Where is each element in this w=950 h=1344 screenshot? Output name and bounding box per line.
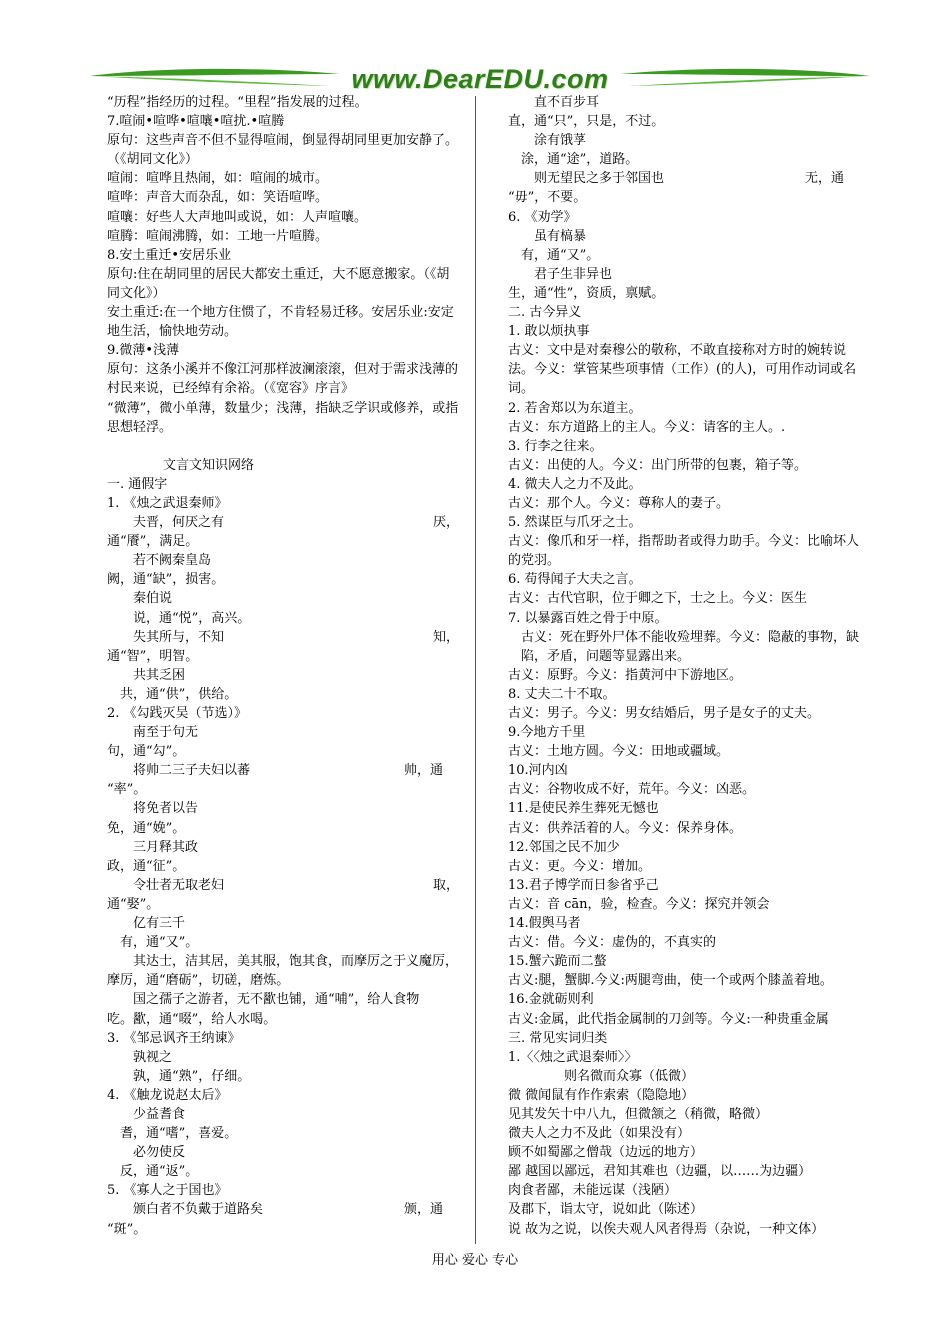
line-text: 令壮者无取老妇: [133, 877, 225, 893]
text-line: 古义：谷物收成不好，荒年。今义：凶恶。: [508, 782, 756, 798]
text-line: 及郡下，诣太守，说如此（陈述）: [508, 1202, 704, 1218]
line-tail: 知，: [432, 629, 459, 645]
text-line: 3. 行李之往来。: [508, 438, 603, 454]
text-line: 6. 《劝学》: [508, 209, 577, 225]
text-line: 三月释其政: [133, 839, 199, 855]
text-line: 生，通“性”，资质，禀赋。: [508, 285, 665, 301]
text-line: 喧闹：喧哗且热闹，如：喧闹的城市。: [107, 171, 329, 187]
text-line: 若不阙秦皇岛: [133, 553, 212, 569]
text-line: [107, 761, 459, 780]
text-line: 8. 丈夫二十不取。: [508, 686, 616, 702]
text-line: 共，通“供”，供给。: [120, 686, 238, 702]
line-tail: 帅，通: [403, 763, 443, 779]
page-footer: 用心 爱心 专心: [431, 1253, 519, 1268]
text-line: 通“智”，明智。: [107, 648, 199, 664]
left-column: [107, 93, 459, 1239]
line-text: 则无望民之多于邻国也: [534, 171, 665, 187]
text-line: 5. 《寡人之于国也》: [107, 1183, 228, 1199]
text-line: 8.安土重迁•安居乐业: [107, 247, 232, 263]
text-line: 共其乏困: [133, 667, 186, 683]
text-line: 喧腾：喧闹沸腾，如：工地一片喧腾。: [107, 228, 329, 244]
text-line: 13.君子博学而日参省乎己: [508, 877, 659, 893]
site-logo-text: www.DearEDU.com: [351, 64, 609, 94]
text-line: 古义：供养活着的人。今义：保养身体。: [508, 820, 743, 836]
text-line: “斑”。: [107, 1221, 147, 1237]
text-line: 古义：音 cān，验，检查。今义：探究并领会: [508, 896, 770, 912]
line-text: 夫晋，何厌之有: [133, 515, 225, 531]
text-line: 古义：东方道路上的主人。今义：请客的主人。.: [508, 419, 786, 435]
text-line: 顾不如蜀鄙之僧哉（边远的地方）: [508, 1145, 704, 1161]
text-line: 通“娶”。: [107, 896, 160, 912]
text-line: 有，通“又”。: [521, 247, 600, 263]
text-line: “率”。: [107, 782, 147, 798]
text-line: 古义：古代官职，位于卿之下，士之上。今义：医生: [508, 591, 808, 607]
text-line: 直，通“只”，只是，不过。: [508, 114, 665, 130]
text-line: 摩厉，通“磨砺”，切磋，磨炼。: [107, 973, 290, 989]
text-line: 将免者以告: [133, 801, 199, 817]
text-line: 7.喧闹•喧哗•喧嚷•喧扰.•喧腾: [107, 114, 285, 130]
text-line: 古义：像爪和牙一样，指帮助者或得力助手。今义：比喻坏人的党羽。: [508, 534, 860, 569]
text-line: 孰，通“熟”，仔细。: [133, 1068, 251, 1084]
text-line: 亿有三千: [133, 916, 186, 932]
text-line: 通“餍”，满足。: [107, 534, 199, 550]
line-text: 失其所与，不知: [133, 629, 225, 645]
column-divider: [475, 96, 476, 1244]
text-line: 涂，通“途”，道路。: [521, 152, 639, 168]
text-line: 国之孺子之游者，无不歠也铺，通“哺”，给人食物: [133, 992, 420, 1008]
line-text: 将帅二三子夫妇以蕃: [133, 763, 251, 779]
line-tail: 无，通: [804, 171, 844, 187]
text-line: 微 微闻鼠有作作索索（隐隐地）: [508, 1087, 695, 1103]
line-text: 颁白者不负戴于道路矣: [133, 1202, 264, 1218]
text-line: “毋”，不要。: [508, 190, 587, 206]
text-line: [107, 513, 459, 532]
text-line: 古义:腿，蟹脚.今义:两腿弯曲，使一个或两个膝盖着地。: [508, 973, 833, 989]
text-line: 12.邻国之民不加少: [508, 839, 620, 855]
text-line: 1. 敢以烦执事: [508, 324, 590, 340]
text-line: 三. 常见实词归类: [508, 1030, 608, 1046]
line-tail: 厌，: [432, 515, 459, 531]
text-line: 古义：那个人。今义：尊称人的妻子。: [508, 495, 730, 511]
text-line: 阙，通“缺”，损害。: [107, 572, 225, 588]
text-line: 15.蟹六跪而二螯: [508, 954, 607, 970]
text-line: 4. 《触龙说赵太后》: [107, 1087, 228, 1103]
text-line: 说 故为之说，以俟夫观人风者得焉（杂说，一种文体）: [508, 1221, 825, 1237]
text-line: 有，通“又”。: [120, 935, 199, 951]
text-line: 鄙 越国以鄙远，君知其难也（边疆，以……为边疆）: [508, 1164, 812, 1180]
text-line: 古义：原野。今义：指黄河中下游地区。: [508, 667, 743, 683]
text-line: 原句：这些声音不但不显得喧闹，倒显得胡同里更加安静了。（《胡同文化》）: [107, 133, 459, 168]
text-line: 孰视之: [133, 1049, 173, 1065]
line-tail: 取，: [432, 877, 459, 893]
text-line: 必勿使反: [133, 1145, 186, 1161]
text-line: 喧哗：声音大而杂乱，如：笑语喧哗。: [107, 190, 329, 206]
text-line: 耆，通“嗜”，喜爱。: [120, 1126, 238, 1142]
text-line: 其达士，洁其居，美其服，饱其食，而摩厉之于义魔厉，: [133, 954, 459, 970]
text-line: 7. 以暴露百姓之骨于中原。: [508, 610, 668, 626]
text-line: 说，通“悦”，高兴。: [133, 610, 251, 626]
line-tail: 颁，通: [403, 1202, 443, 1218]
text-line: 2. 若舍郑以为东道主。: [508, 400, 642, 416]
text-line: 二. 古今异义: [508, 305, 582, 321]
text-line: 1.〈〈烛之武退秦师〉〉: [508, 1049, 638, 1065]
text-line: 古义：借。今义：虚伪的，不真实的: [508, 935, 717, 951]
text-line: 文言文知识网络: [163, 457, 255, 473]
text-line: 见其发矢十中八九，但微颔之（稍微，略微）: [508, 1106, 769, 1122]
text-line: 原句：这条小溪并不像江河那样波澜滚滚，但对于需求浅薄的村民来说，已经绰有余裕。（《宽容》序言》: [107, 362, 459, 397]
text-line: 原句:住在胡同里的居民大都安土重迁，大不愿意搬家。（《胡同文化》）: [107, 266, 450, 301]
text-line: 4. 微夫人之力不及此。: [508, 476, 642, 492]
text-line: [107, 628, 459, 647]
text-line: 古义：出使的人。今义：出门所带的包裹，箱子等。: [508, 457, 808, 473]
text-line: [107, 876, 459, 895]
text-line: 直不百步耳: [534, 95, 600, 110]
text-line: 古义:金属，此代指金属制的刀剑等。今义:一种贵重金属: [508, 1011, 829, 1027]
text-line: 喧嚷：好些人大声地叫或说，如：人声喧嚷。: [107, 209, 368, 225]
text-line: 古义：更。今义：增加。: [508, 858, 652, 874]
text-line: 1. 《烛之武退秦师》: [107, 495, 228, 511]
right-column: [508, 93, 860, 1239]
text-line: 句，通“勾”。: [107, 744, 186, 760]
text-line: 少益耆食: [133, 1106, 186, 1122]
text-line: “微薄”，微小单薄，数量少；浅薄，指缺乏学识或修养，或指思想轻浮。: [107, 400, 459, 435]
text-line: [508, 169, 860, 188]
text-line: 10.河内凶: [508, 763, 568, 779]
text-line: 9.今地方千里: [508, 725, 586, 741]
text-line: 南至于句无: [133, 725, 199, 741]
text-line: 君子生非异也: [534, 266, 613, 282]
text-line: 11.是使民养生葬死无憾也: [508, 801, 659, 817]
text-line: 安土重迁:在一个地方住惯了，不肯轻易迁移。安居乐业:安定地生活，愉快地劳动。: [107, 305, 454, 340]
text-line: 免，通“娩”。: [107, 820, 186, 836]
text-line: 秦伯说: [133, 591, 173, 607]
text-line: [107, 437, 459, 456]
text-line: 16.金就砺则利: [508, 992, 594, 1008]
text-line: 反，通“返”。: [120, 1164, 199, 1180]
text-line: 肉食者鄙，未能远谋（浅陋）: [508, 1183, 678, 1199]
text-line: 虽有槁暴: [534, 228, 587, 244]
text-line: 14.假舆马者: [508, 916, 581, 932]
text-line: 6. 苟得闻子大夫之言。: [508, 572, 642, 588]
text-line: “历程”指经历的过程。“里程”指发展的过程。: [107, 95, 368, 110]
text-line: 古义：男子。今义：男女结婚后，男子是女子的丈夫。: [508, 706, 821, 721]
text-line: 吃。歠，通“啜”，给人水喝。: [107, 1011, 277, 1027]
text-line: 一. 通假字: [107, 476, 168, 492]
text-line: 政，通“征”。: [107, 858, 186, 874]
text-line: 古义：土地方圆。今义：田地或疆域。: [508, 744, 730, 760]
text-line: 5. 然谋臣与爪牙之士。: [508, 515, 642, 531]
text-line: 微夫人之力不及此（如果没有）: [508, 1126, 691, 1142]
text-line: 古义：死在野外尸体不能收殓埋葬。今义：隐蔽的事物，缺陷，矛盾，问题等显露出来。: [521, 629, 860, 664]
text-line: 9.微薄•浅薄: [107, 343, 180, 359]
text-line: 2. 《勾践灭吴（节选）》: [107, 706, 248, 721]
text-line: 古义：文中是对秦穆公的敬称，不敢直接称对方时的婉转说法。今义：掌管某些项事情（工作）(的人)，可用作动词或名词。: [508, 343, 857, 397]
text-line: 涂有饿莩: [534, 133, 587, 149]
text-line: 则名微而众寡（低微）: [564, 1068, 695, 1084]
text-line: [107, 1200, 459, 1219]
text-line: 3. 《邹忌讽齐王纳谏》: [107, 1030, 241, 1046]
